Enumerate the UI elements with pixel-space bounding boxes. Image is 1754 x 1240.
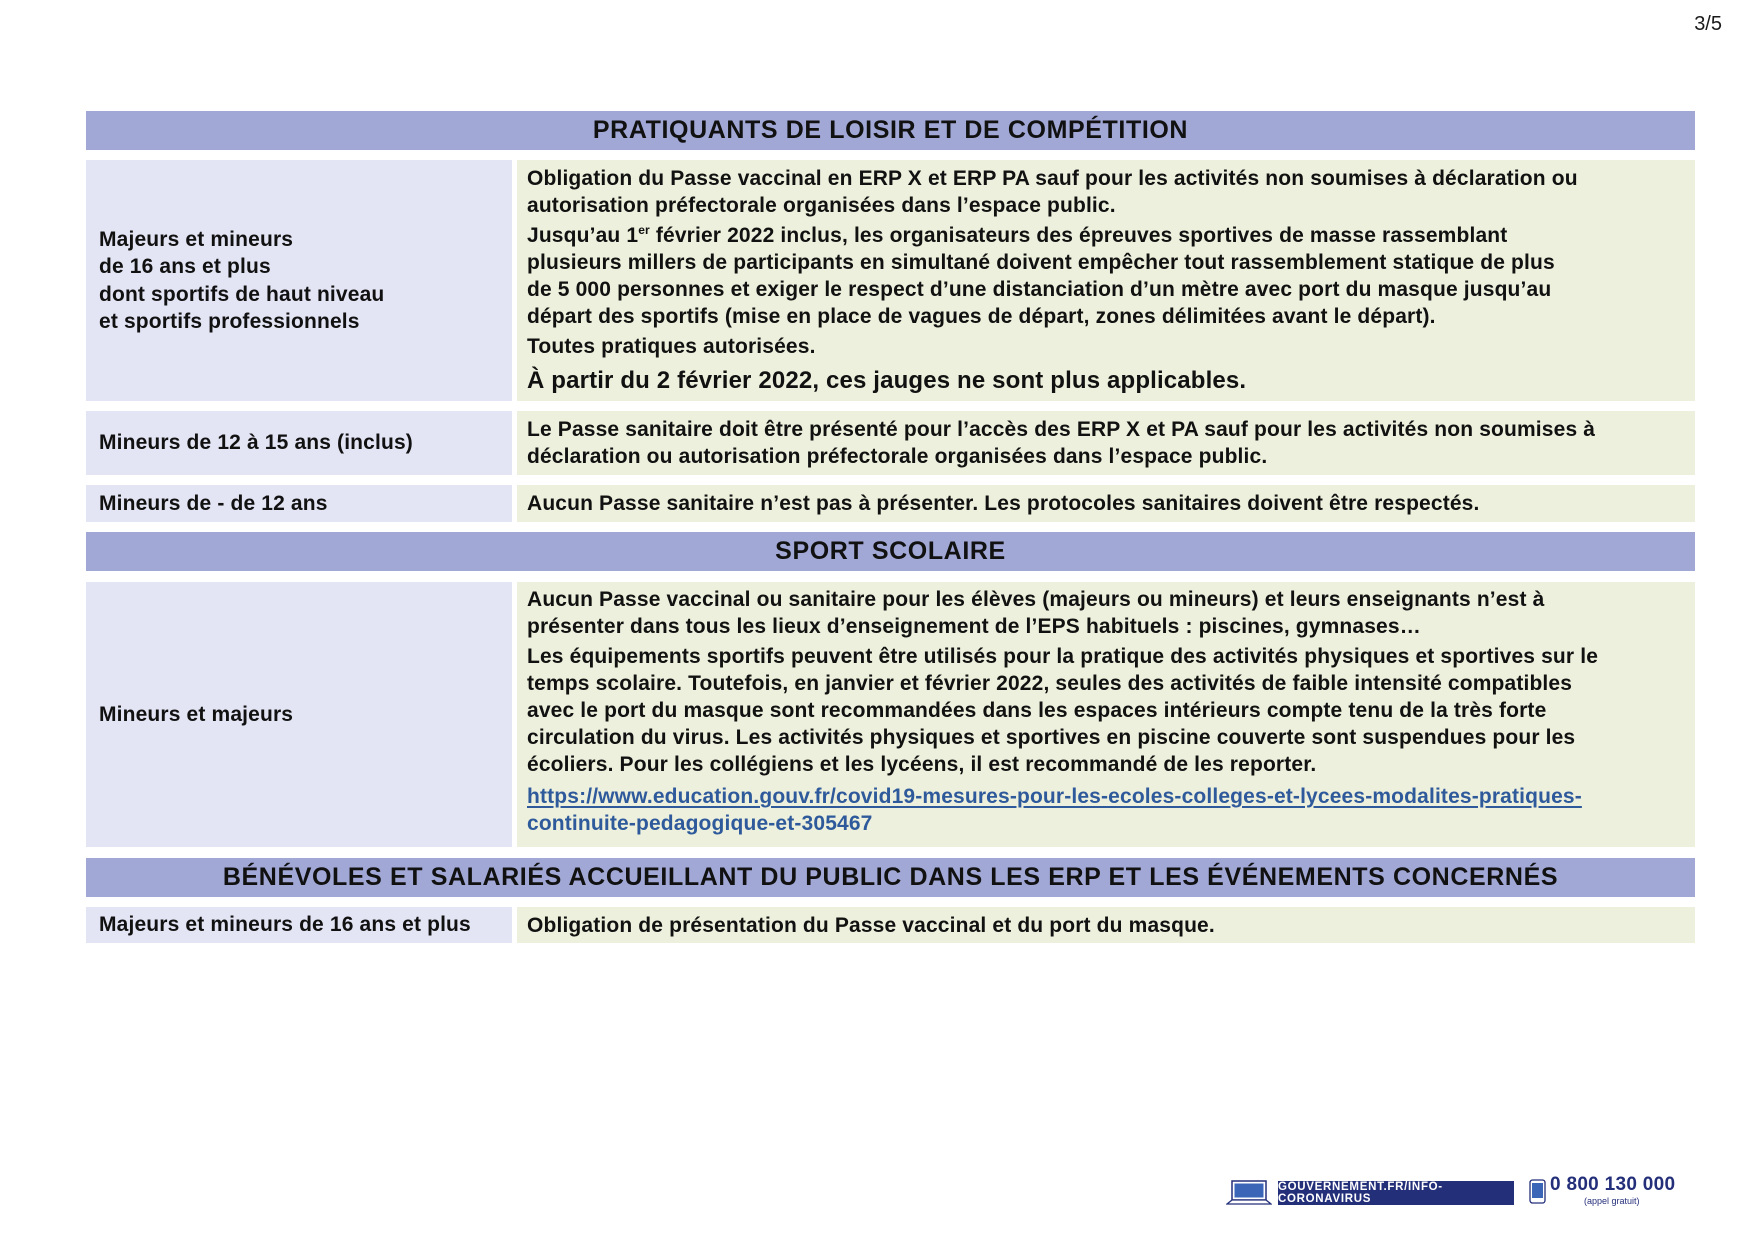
text-line: départ des sportifs (mise en place de vagues de départ, zones délimitées avant le départ).	[527, 305, 1436, 328]
section-title: BÉNÉVOLES ET SALARIÉS ACCUEILLANT DU PUBLIC DANS LES ERP ET LES ÉVÉNEMENTS CONCERNÉS	[222, 863, 1559, 891]
audience-line: Majeurs et mineurs	[99, 227, 294, 251]
audience-cell	[86, 485, 512, 522]
text-line: Le Passe sanitaire doit être présenté pour l’accès des ERP X et PA sauf pour les activités non soumises à	[527, 418, 1596, 441]
section-header-loisir-competition	[86, 111, 1695, 150]
text-line: écoliers. Pour les collégiens et les lycéens, il est recommandé de les reporter.	[527, 753, 1317, 776]
text-line: Obligation de présentation du Passe vaccinal et du port du masque.	[527, 913, 1215, 937]
section-header-sport-scolaire	[86, 532, 1695, 571]
text-line: Toutes pratiques autorisées.	[527, 335, 816, 358]
section-title: PRATIQUANTS DE LOISIR ET DE COMPÉTITION	[592, 116, 1189, 144]
rule-paragraph	[527, 643, 1695, 778]
smartphone-icon	[1529, 1179, 1546, 1204]
text-line: Les équipements sportifs peuvent être utilisés pour la pratique des activités physiques et sportives sur le	[527, 645, 1599, 668]
audience-line: de 16 ans et plus	[99, 255, 271, 278]
education-link-block	[527, 783, 1695, 837]
section-header-benevoles-salaries	[86, 858, 1695, 897]
text-line: avec le port du masque sont recommandées dans les espaces intérieurs compte tenu de la très forte	[527, 699, 1547, 722]
audience-cell	[86, 160, 512, 401]
audience-line: Mineurs et majeurs	[99, 702, 294, 726]
rule-cell	[517, 160, 1695, 401]
gouvernement-info-coronavirus-banner[interactable]	[1278, 1181, 1514, 1205]
ordinal-superscript: er	[638, 223, 650, 237]
text-line: Obligation du Passe vaccinal en ERP X et ERP PA sauf pour les activités non soumises à déclaration ou	[527, 167, 1578, 190]
text-fragment: février 2022 inclus, les organisateurs des épreuves sportives de masse rassemblant	[649, 224, 1508, 247]
audience-cell	[86, 907, 512, 943]
hotline-number: 0 800 130 000	[1550, 1174, 1676, 1195]
rule-paragraph	[527, 165, 1695, 219]
laptop-icon	[1226, 1180, 1272, 1206]
text-line: temps scolaire. Toutefois, en janvier et février 2022, seules des activités de faible intensité compatibles	[527, 672, 1573, 695]
link-line[interactable]: https://www.education.gouv.fr/covid19-mesures-pour-les-ecoles-colleges-et-lycees-modalites-pratiques-	[527, 785, 1582, 808]
rule-cell	[517, 582, 1695, 847]
rule-cell	[517, 411, 1695, 475]
education-gouv-link[interactable]	[527, 783, 1695, 834]
rule-cell	[517, 907, 1695, 943]
audience-line: Mineurs de - de 12 ans	[99, 491, 328, 515]
section-title: SPORT SCOLAIRE	[775, 537, 1006, 565]
audience-cell	[86, 582, 512, 847]
text-line: déclaration ou autorisation préfectorale organisées dans l’espace public.	[527, 445, 1268, 468]
page-number: 3/5	[1694, 13, 1722, 35]
text-line: de 5 000 personnes et exiger le respect d’une distanciation d’un mètre avec port du masque jusqu’au	[527, 278, 1552, 301]
audience-cell	[86, 411, 512, 475]
audience-line: dont sportifs de haut niveau	[99, 282, 385, 306]
text-line: À partir du 2 février 2022, ces jauges ne sont plus applicables.	[527, 367, 1247, 394]
text-fragment: Jusqu’au 1	[527, 224, 639, 247]
rule-paragraph	[527, 222, 1695, 330]
rule-paragraph	[527, 586, 1695, 640]
text-line	[527, 222, 1695, 249]
audience-line: et sportifs professionnels	[99, 310, 360, 333]
text-line: Aucun Passe sanitaire n’est pas à présenter. Les protocoles sanitaires doivent être respectés.	[527, 492, 1480, 515]
text-line: autorisation préfectorale organisées dans l’espace public.	[527, 194, 1116, 217]
rule-cell	[517, 485, 1695, 522]
banner-text: GOUVERNEMENT.FR/INFO-CORONAVIRUS	[1278, 1181, 1443, 1205]
text-line: Aucun Passe vaccinal ou sanitaire pour les élèves (majeurs ou mineurs) et leurs enseignants n’est à	[527, 588, 1545, 611]
text-line: plusieurs millers de participants en simultané doivent empêcher tout rassemblement statique de plus	[527, 251, 1555, 274]
rule-paragraph-emphasis	[527, 363, 1695, 396]
text-line: présenter dans tous les lieux d’enseignement de l’EPS habituels : piscines, gymnases…	[527, 615, 1421, 638]
rule-paragraph	[527, 333, 1695, 360]
text-line: circulation du virus. Les activités physiques et sportives en piscine couverte sont suspendues pour les	[527, 726, 1576, 749]
link-line[interactable]: continuite-pedagogique-et-305467	[527, 812, 873, 835]
audience-line: Mineurs de 12 à 15 ans (inclus)	[99, 431, 413, 455]
audience-line: Majeurs et mineurs de 16 ans et plus	[99, 913, 471, 937]
hotline-note: (appel gratuit)	[1584, 1196, 1640, 1206]
